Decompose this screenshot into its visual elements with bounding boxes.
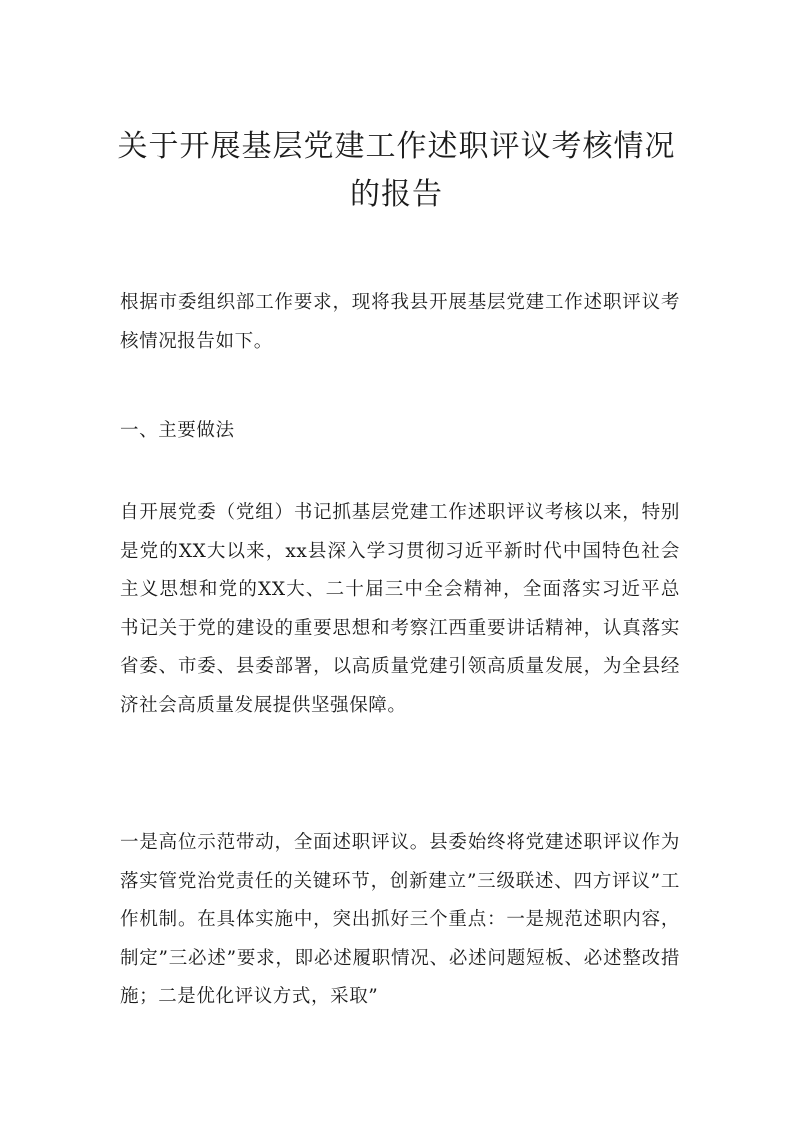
document-title-line-2: 的报告 — [350, 177, 443, 212]
body-paragraph: 自开展党委（党组）书记抓基层党建工作述职评议考核以来，特别是党的XX大以来，xx县深入学习贯彻习近平新时代中国特色社会主义思想和党的XX大、二十届三中全会精神，全面落实习近平总书记关于党的建设的重要思想和考察江西重要讲话精神，认真落实省委、市委、县委部署，以高质量党建引领高质量发展，为全县经济社会高质量发展提供坚强保障。 — [120, 502, 680, 716]
document-title-line-1: 关于开展基层党建工作述职评议考核情况 — [117, 129, 676, 164]
body-paragraph-point-1: 一是高位示范带动，全面述职评议。县委始终将党建述职评议作为落实管党治党责任的关键环节，创新建立”三级联述、四方评议”工作机制。在具体实施中，突出抓好三个重点：一是规范述职内容，制定”三必述”要求，即必述履职情况、必述问题短板、必述整改措施；二是优化评议方式，采取” — [120, 832, 680, 1007]
section-heading: 一、主要做法 — [120, 420, 235, 441]
intro-paragraph: 根据市委组织部工作要求，现将我县开展基层党建工作述职评议考核情况报告如下。 — [120, 292, 680, 352]
